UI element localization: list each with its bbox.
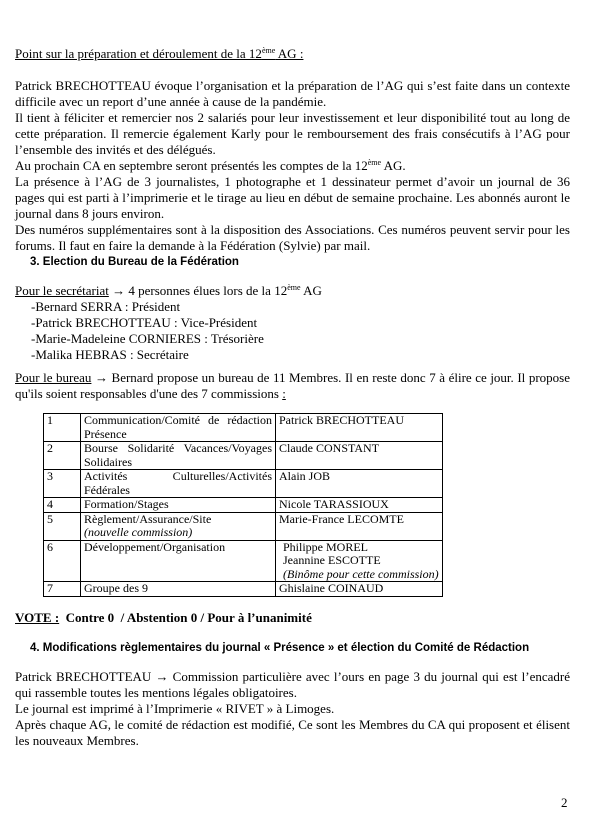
text: Bernard propose un bureau de 11 Membres. Il en reste donc 7 à élire ce jour. Il propose qu'ils soient responsables d'une des 7 commissions	[15, 370, 571, 401]
cell-text: Nicole TARASSIOUX	[279, 497, 389, 511]
commission-person	[276, 414, 443, 442]
member-line: -Patrick BRECHOTTEAU : Vice-Président	[31, 315, 258, 330]
commissions-table	[43, 413, 443, 597]
bureau-block	[15, 370, 570, 402]
heading-sup: ème	[261, 46, 276, 55]
preparation-body	[15, 78, 570, 254]
commission-person	[276, 512, 443, 540]
arrow-icon: →	[155, 669, 169, 684]
member-line: -Bernard SERRA : Président	[31, 299, 181, 314]
table-row	[44, 582, 443, 597]
table-row	[44, 470, 443, 498]
text: Patrick BRECHOTTEAU	[15, 669, 156, 684]
preparation-heading	[15, 46, 570, 62]
text: :	[282, 386, 286, 401]
arrow-icon: →	[94, 370, 108, 385]
section-4-title: 4. Modifications règlementaires du journal « Présence » et élection du Comité de Rédaction	[30, 642, 530, 654]
paragraph: Patrick BRECHOTTEAU évoque l’organisation et la préparation de l’AG qui s’est faite dans un contexte difficile avec un report d’une année à cause de la pandémie.	[15, 78, 570, 109]
paragraph: Il tient à féliciter et remercier nos 2 salariés pour leur investissement et leur disponibilité tout au long de cette préparation. Il remercie également Karly pour le remboursement des frais consécutifs à l’AG pour l’ensemble des invités et des délégués.	[15, 110, 570, 157]
text: Commission particulière avec l’ours en page 3 du journal qui est l’encadré qui rassemble toutes les mentions légales obligatoires.	[15, 669, 570, 700]
cell-text: 3	[47, 469, 53, 483]
paragraph: Le journal est imprimé à l’Imprimerie « RIVET » à Limoges.	[15, 701, 335, 716]
cell-text: Communication/Comité de rédaction Présence	[84, 413, 272, 441]
page-number: 2	[561, 795, 568, 810]
commission-number	[44, 442, 81, 470]
commission-number	[44, 470, 81, 498]
paragraph	[15, 669, 570, 701]
cell-text: Jeannine ESCOTTE	[283, 553, 381, 567]
commission-name	[81, 414, 276, 442]
cell-text: Alain JOB	[279, 469, 330, 483]
cell-text: Activités Culturelles/Activités Fédérales	[84, 469, 272, 497]
heading-text: Point sur la préparation et déroulement de la 12	[15, 46, 262, 61]
paragraph: Après chaque AG, le comité de rédaction est modifié, Ce sont les Membres du CA qui proposent et élisent les nouveaux Membres.	[15, 717, 570, 748]
heading-text-end: AG :	[275, 46, 304, 61]
section-4-body	[15, 669, 570, 749]
cell-text: Bourse Solidarité Vacances/Voyages Solidaires	[84, 441, 272, 469]
commission-name	[81, 498, 276, 513]
section-3-title: 3. Election du Bureau de la Fédération	[30, 256, 239, 268]
member-line: -Malika HEBRAS : Secrétaire	[31, 347, 189, 362]
cell-text: 4	[47, 497, 53, 511]
cell-text: Philippe MOREL	[283, 539, 369, 554]
commission-name	[81, 582, 276, 597]
text: Au prochain CA en septembre seront présentés les comptes de la 12	[15, 158, 368, 173]
cell-text: Claude CONSTANT	[279, 441, 380, 455]
text: 4 personnes élues lors de la 12	[125, 283, 288, 298]
commission-name	[81, 512, 276, 540]
cell-text: 2	[47, 441, 53, 455]
cell-text: Développement/Organisation	[84, 539, 226, 554]
commission-number	[44, 498, 81, 513]
secretariat-block	[15, 283, 570, 363]
cell-text: Règlement/Assurance/Site	[84, 511, 212, 526]
commission-note: (nouvelle commission)	[84, 525, 193, 539]
table-row	[44, 540, 443, 582]
cell-text: Patrick BRECHOTTEAU	[279, 413, 404, 427]
text: AG.	[381, 158, 406, 173]
commission-number	[44, 414, 81, 442]
vote-label: VOTE :	[15, 610, 60, 625]
bureau-label: Pour le bureau	[15, 370, 92, 385]
cell-text: 7	[47, 581, 53, 595]
table-row	[44, 498, 443, 513]
secretariat-line	[15, 283, 570, 299]
commission-number	[44, 582, 81, 597]
cell-text: Marie-France LECOMTE	[279, 511, 404, 526]
commission-person	[276, 540, 443, 582]
secretariat-label: Pour le secrétariat	[15, 283, 109, 298]
sup: ème	[367, 158, 382, 167]
cell-text: Groupe des 9	[84, 581, 148, 595]
cell-text: Ghislaine COINAUD	[279, 581, 384, 595]
commission-name	[81, 470, 276, 498]
vote-result: Contre 0 / Abstention 0 / Pour à l’unanimité	[59, 610, 312, 625]
table-row	[44, 414, 443, 442]
sup: ème	[287, 283, 301, 292]
commission-number	[44, 540, 81, 582]
text: AG	[300, 283, 322, 298]
commission-name	[81, 540, 276, 582]
paragraph: La présence à l’AG de 3 journalistes, 1 photographe et 1 dessinateur permet d’avoir un journal de 36 pages qui est parti à l’imprimerie et le tirage au lieu en début de semaine prochaine. Les abonnés auront le journal dans 8 jours environ.	[15, 174, 570, 221]
commission-number	[44, 512, 81, 540]
commission-name	[81, 442, 276, 470]
cell-text: 6	[47, 539, 53, 554]
bureau-paragraph	[15, 370, 570, 402]
vote-line	[15, 610, 312, 626]
cell-text: 5	[47, 511, 53, 526]
cell-text: Formation/Stages	[84, 497, 169, 511]
member-line: -Marie-Madeleine CORNIERES : Trésorière	[31, 331, 264, 346]
person-note: (Binôme pour cette commission)	[283, 566, 439, 581]
commission-person	[276, 470, 443, 498]
commission-person	[276, 582, 443, 597]
commission-person	[276, 498, 443, 513]
paragraph	[15, 158, 570, 174]
table-row	[44, 442, 443, 470]
table-row	[44, 512, 443, 540]
arrow-icon: →	[112, 283, 126, 298]
commission-person	[276, 442, 443, 470]
cell-text: 1	[47, 413, 53, 427]
paragraph: Des numéros supplémentaires sont à la disposition des Associations. Ces numéros peuvent servir pour les forums. Il faut en faire la demande à la Fédération (Sylvie) par mail.	[15, 222, 570, 253]
